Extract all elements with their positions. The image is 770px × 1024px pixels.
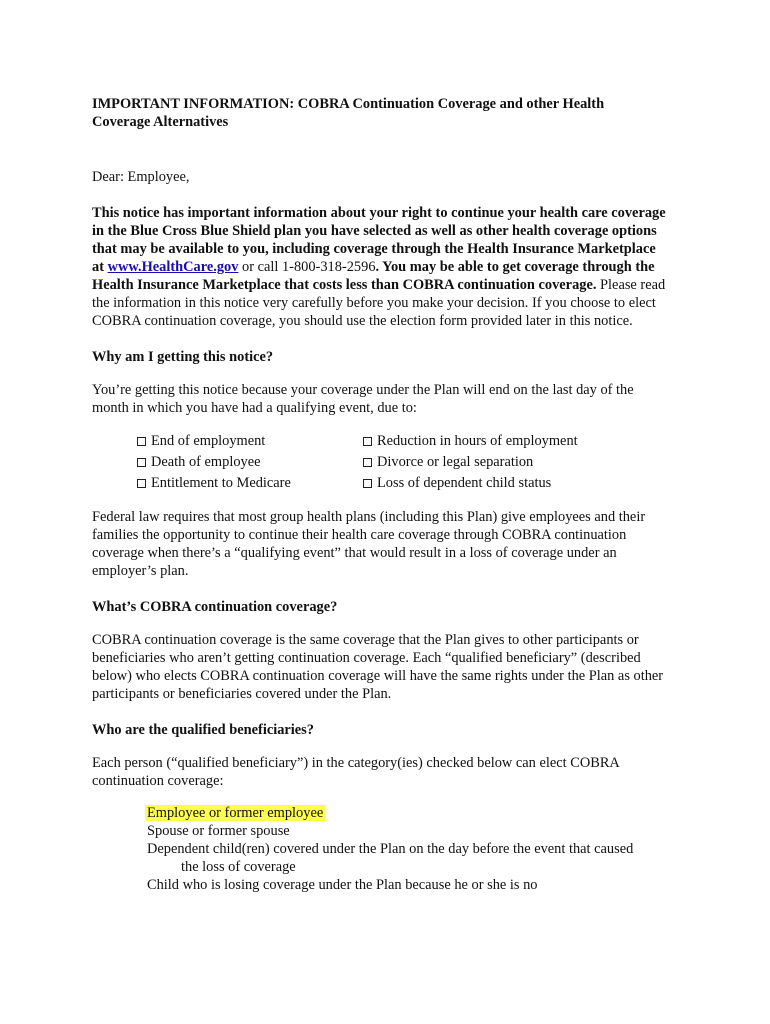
intro-phone: or call 1-800-318-2596 — [238, 259, 376, 275]
why-notice-text: You’re getting this notice because your coverage under the Plan will end on the last day of the month in which you have had a qualifying event, due to: — [92, 382, 634, 416]
event-loss-dependent-status[interactable]: Loss of dependent child status — [363, 473, 589, 494]
federal-law-text: Federal law requires that most group health plans (including this Plan) give employees and their families the opportunity to continue their health care coverage through COBRA continuation coverage when there’s a “qualifying event” that would result in a loss of coverage under an employer’s plan. — [92, 509, 646, 579]
intro-normal: Please read the information in this notice very carefully before you make your decision. If you choose to elect COBRA continuation coverage, you should use the election form provided later in this notice. — [92, 277, 666, 329]
events-left-column — [137, 431, 363, 494]
event-reduction-hours[interactable]: Reduction in hours of employment — [363, 431, 589, 452]
beneficiary-dependent-children[interactable]: Dependent child(ren) covered under the Plan on the day before the event that caused — [147, 841, 634, 857]
notice-title: IMPORTANT INFORMATION: COBRA Continuation Coverage and other Health Coverage Alternatives — [92, 96, 605, 130]
intro-paragraph — [92, 204, 670, 330]
checkbox-icon[interactable] — [363, 479, 372, 488]
beneficiary-child-losing-coverage[interactable]: Child who is losing coverage under the Plan because he or she is no — [147, 877, 538, 893]
checkbox-icon[interactable] — [137, 479, 146, 488]
beneficiary-spouse[interactable]: Spouse or former spouse — [147, 823, 290, 839]
intro-bold-1: This notice has important information about your right to continue your health care coverage in the Blue Cross Blue Shield plan you have selected as well as other health coverage options that may be available to you, including coverage through the Health Insurance Marketplace at — [92, 205, 666, 275]
beneficiary-dependent-children-cont: the loss of coverage — [181, 859, 296, 875]
beneficiary-list — [147, 804, 670, 894]
checkbox-icon[interactable] — [363, 437, 372, 446]
greeting: Dear: Employee, — [92, 169, 190, 185]
whats-cobra-text: COBRA continuation coverage is the same coverage that the Plan gives to other participants or beneficiaries who aren’t getting continuation coverage. Each “qualified beneficiary” (described below) who elects COBRA continuation coverage will have the same rights under the Plan as other participants or beneficiaries covered under the Plan. — [92, 632, 664, 702]
events-right-column — [363, 431, 589, 494]
event-death-of-employee[interactable]: Death of employee — [137, 452, 363, 473]
qualifying-events — [137, 431, 670, 494]
heading-whats-cobra: What’s COBRA continuation coverage? — [92, 599, 338, 615]
intro-bold-2: . You may be able to get coverage through the Health Insurance Marketplace that costs less than COBRA continuation coverage. — [92, 259, 655, 293]
checkbox-icon[interactable] — [137, 458, 146, 467]
qualified-beneficiaries-text: Each person (“qualified beneficiary”) in the category(ies) checked below can elect COBRA continuation coverage: — [92, 755, 620, 789]
beneficiary-employee[interactable]: Employee or former employee — [147, 805, 324, 821]
heading-qualified-beneficiaries: Who are the qualified beneficiaries? — [92, 722, 314, 738]
heading-why-notice: Why am I getting this notice? — [92, 349, 274, 365]
healthcare-gov-link[interactable]: www.HealthCare.gov — [107, 259, 239, 275]
checkbox-icon[interactable] — [363, 458, 372, 467]
checkbox-icon[interactable] — [137, 437, 146, 446]
event-end-of-employment[interactable]: End of employment — [137, 431, 363, 452]
event-divorce[interactable]: Divorce or legal separation — [363, 452, 589, 473]
event-entitlement-medicare[interactable]: Entitlement to Medicare — [137, 473, 363, 494]
